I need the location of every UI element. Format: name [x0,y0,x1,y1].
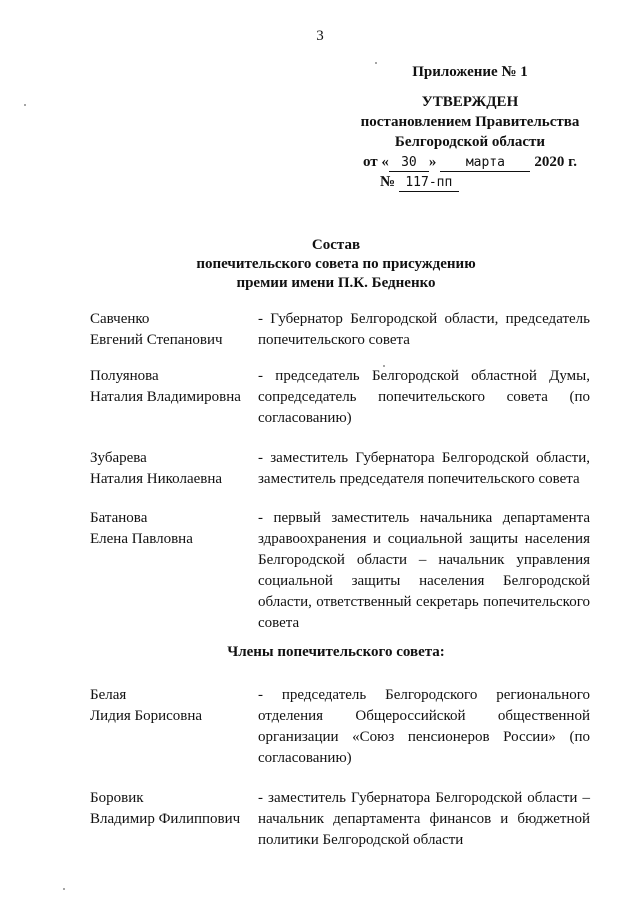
person-role: - председатель Белгородской областной Думы, сопредседатель попечительского совета (по согласованию) [258,368,590,426]
title-line-2: попечительского совета по присуждению [196,256,476,272]
person-name [90,309,255,351]
members-heading: Члены попечительского совета: [227,644,445,660]
decree-label: постановлением Правительства [360,114,580,130]
number-line [380,172,600,192]
date-month: марта [440,155,530,172]
given-names: Евгений Степанович [90,332,223,348]
title-line-1: Состав [311,237,361,253]
given-names: Елена Павловна [90,531,193,547]
person-name [90,685,255,727]
person-name [90,448,255,490]
person-role: - Губернатор Белгородской области, председатель попечительского совета [258,311,590,348]
date-line [340,152,600,172]
number-prefix: № [380,174,396,190]
given-names: Наталия Владимировна [90,389,241,405]
date-day: 30 [389,155,429,172]
given-names: Лидия Борисовна [90,708,203,724]
surname: Савченко [90,311,150,327]
surname: Белая [90,687,127,703]
annex-label: Приложение № 1 [412,64,528,80]
page-number: 3 [316,28,324,44]
date-year: 2020 г. [534,154,578,170]
person-role: - первый заместитель начальника департамента здравоохранения и социальной защиты населения Белгородской области – начальник управления социальной защиты населения Белгородской области, ответственный секретарь попечительского совета [258,510,590,631]
person-name [90,366,255,408]
approved-label: УТВЕРЖДЕН [421,94,519,110]
scan-speck [375,62,377,64]
surname: Полуянова [90,368,159,384]
decree-number: 117-пп [399,175,459,192]
region-label: Белгородской области [394,134,546,150]
given-names: Наталия Николаевна [90,471,223,487]
approval-block [340,92,600,192]
person-role: - председатель Белгородского регионального отделения Общероссийской общественной организации «Союз пенсионеров России» (по согласованию) [258,687,590,766]
title-line-3: премии имени П.К. Беднeнко [236,275,436,291]
given-names: Владимир Филиппович [90,811,241,827]
scan-speck [24,104,26,106]
person-name [90,788,255,830]
person-role: - заместитель Губернатора Белгородской области, заместитель председателя попечительского совета [258,450,590,487]
scan-speck [383,365,385,367]
person-name [90,508,255,550]
surname: Боровик [90,790,144,806]
surname: Батанова [90,510,148,526]
scan-speck [63,888,65,890]
surname: Зубарева [90,450,147,466]
document-title [0,236,640,293]
date-prefix: от « [362,154,389,170]
date-mid: » [428,154,437,170]
person-role: - заместитель Губернатора Белгородской области – начальник департамента финансов и бюджетной политики Белгородской области [258,790,590,848]
